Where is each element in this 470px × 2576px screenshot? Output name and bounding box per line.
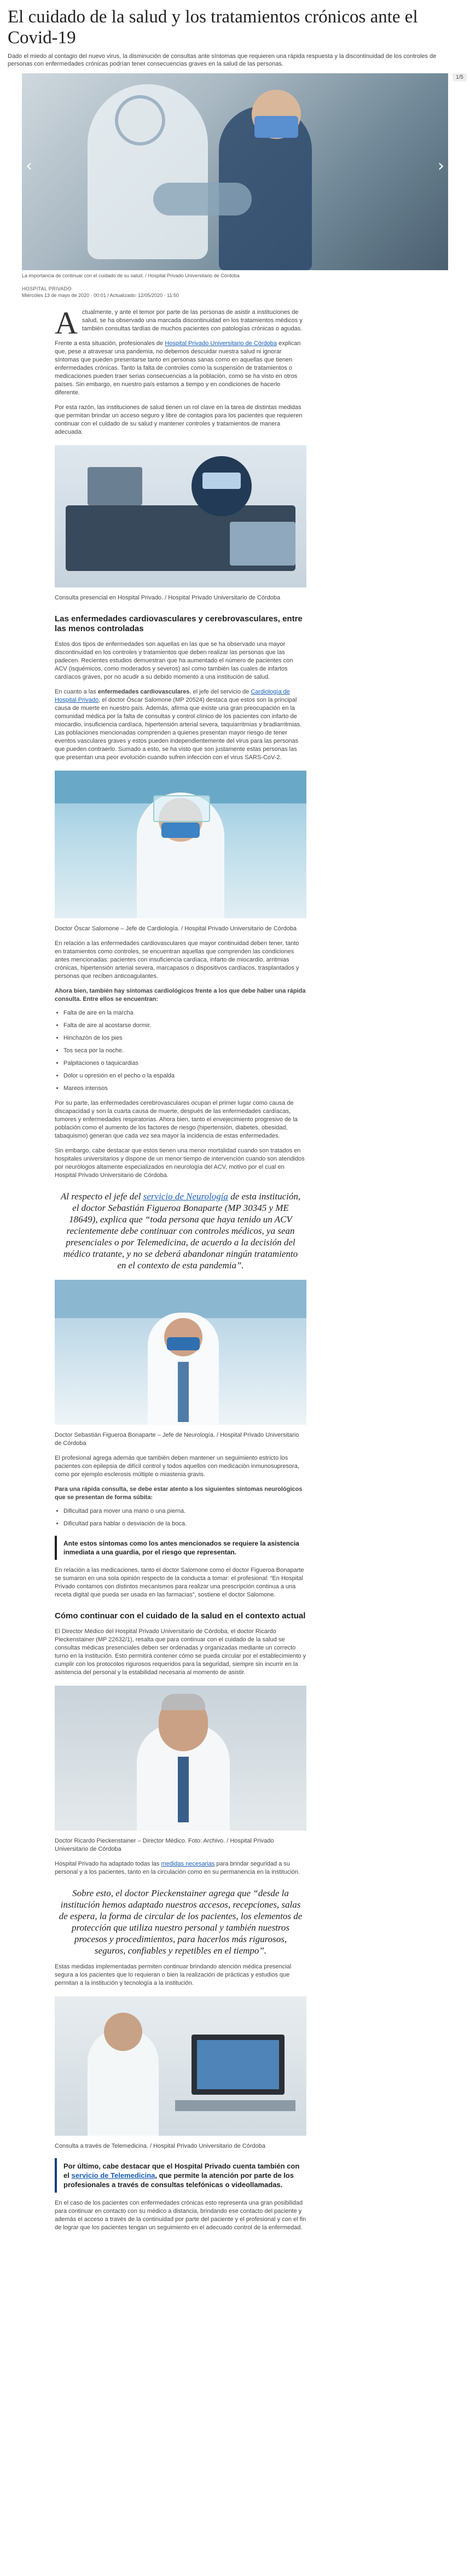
callout-box: Ante estos síntomas como los antes mencionados se requiere la asistencia inmediata a una guardia, por el riesgo que representan. [55, 1536, 306, 1560]
paragraph-text: para brindar seguridad a su personal y a los pacientes, tanto en la circulación como en su permanencia en la institución. [55, 1861, 300, 1875]
image-figure [230, 522, 295, 566]
paragraph [55, 340, 306, 397]
hero-image-figure [115, 95, 165, 145]
list-item: • Palpitaciones o taquicardias [63, 1059, 306, 1068]
paragraph-text: ctualmente, y ante el temor por parte de las personas de asistir a instituciones de salud, se ha observado una marcada discontinuidad en los tratamientos médicos y también consultas tardías de muchos pacientes con patologías crónicas o agudas. [82, 309, 303, 332]
symptom-list [55, 1009, 306, 1093]
paragraph [55, 305, 306, 341]
image-figure [153, 795, 210, 822]
list-item: • Tos seca por la noche. [63, 1047, 306, 1055]
article-image-telemedicine [55, 1996, 306, 2136]
measures-link[interactable]: medidas necesarias [161, 1861, 215, 1867]
callout-box [55, 2158, 306, 2193]
list-item: • Dolor u opresión en el pecho o la espalda [63, 1072, 306, 1080]
paragraph-text: Frente a esta situación, profesionales de [55, 340, 165, 347]
cardiology-link[interactable]: Cardiología de Hospital Privado [55, 689, 290, 703]
article-body [55, 305, 306, 2232]
image-figure [167, 1337, 200, 1350]
image-figure [197, 2040, 279, 2089]
paragraph: El profesional agrega además que también deben mantener un seguimiento estricto los pacientes con epilepsia de difícil control y todos aquellos con medicación inmunosupresora, como por ejemplo esclerosis múltiple o miastenia gravis. [55, 1455, 299, 1478]
paragraph [55, 987, 306, 1004]
pull-quote [55, 1191, 306, 1271]
paragraph: Por su parte, las enfermedades cerebrovasculares ocupan el primer lugar como causa de discapacidad y son la cuarta causa de muerte, después de las enfermedades cardíacas, tumores y enfermedades respiratorias. Ahora bien, tanto el envejecimiento progresivo de la población como el aumento de los factores de riesgo (hipertensión, diabetes, obesidad, tabaquismo) generan que cada vez sea mayor la incidencia de estas enfermedades. [55, 1100, 298, 1139]
paragraph-text: , el jefe del servicio de [189, 689, 251, 695]
article-image-neurology [55, 1280, 306, 1425]
image-figure [202, 473, 241, 489]
image-caption: Doctor Ricardo Pieckenstainer – Director Médico. Foto: Archivo. / Hospital Privado Universitario de Córdoba [55, 1838, 274, 1852]
paragraph: En el caso de los pacientes con enfermedades crónicas esto representa una gran posibilidad para continuar en contacto con su médico a distancia, brindando ese contacto del paciente y además el acceso a través de la continuidad por parte del paciente y el profesional y con el fin de lograr que los pacientes tengan un seguimiento en el adecuado control de la enfermedad. [55, 2200, 306, 2231]
article-image-director [55, 1686, 306, 1831]
article-dates: Miércoles 13 de mayo de 2020 · 00:01 / Actualizado: 12/05/2020 · 11:50 [22, 293, 179, 298]
carousel-next-icon[interactable]: › [438, 156, 444, 176]
list-item: • Dificultad para mover una mano o una pierna. [63, 1507, 306, 1516]
carousel-prev-icon[interactable]: ‹ [26, 156, 32, 176]
telemedicine-link[interactable]: servicio de Telemedicina [71, 2171, 155, 2179]
bold-text: enfermedades cardiovasculares [97, 689, 190, 695]
pull-quote: Sobre esto, el doctor Pieckenstainer agrega que “desde la institución hemos adaptado nuestros accesos, recepciones, salas de espera, la forma de circular de los pacientes, los elementos de protección que utiliza nuestro personal y también nuestros procesos y procedimientos, para hacerlos más rigurosos, seguros, confiables y repetibles en el tiempo”. [59, 1888, 303, 1956]
paragraph: Estas medidas implementadas permiten continuar brindando atención médica presencial segura a los pacientes que lo requieran o bien la realización de prácticas y estudios que permitan a la institución y tecnología a la institución. [55, 1963, 292, 1986]
section-heading: Cómo continuar con el cuidado de la salud en el contexto actual [55, 1611, 306, 1621]
article-author: HOSPITAL PRIVADO [22, 286, 72, 292]
article-image-cardiology [55, 771, 306, 918]
bold-text: Para una rápida consulta, se debe estar atento a los siguientes síntomas neurológicos que se presentan de forma súbita: [55, 1486, 303, 1501]
quote-text: Al respecto el jefe del [60, 1191, 143, 1202]
article-lead: Dado el miedo al contagio del nuevo virus, la disminución de consultas ante síntomas que requieren una rápida respuesta y la discontinuidad de los controles de personas con enfermedades crónicas podrían tener consecuencias graves en la salud de las personas. [8, 53, 437, 67]
carousel-counter: 1/5 [452, 73, 467, 81]
hospital-link[interactable]: Hospital Privado Universitario de Córdoba [165, 340, 277, 347]
hero-image-figure [153, 183, 252, 215]
list-item: • Hinchazón de los pies [63, 1034, 306, 1042]
paragraph [55, 1860, 306, 1876]
image-figure [104, 2013, 142, 2051]
paragraph: En relación a las medicaciones, tanto el doctor Salomone como el doctor Figueroa Bonaparte se sumaron en una sola opinión respecto de la conducta a tomar: el profesional: “En Hospital Privado contamos con distintos mecanismos para realizar una prescripción continua a una receta digital que pueda ser usada en las farmacias”, sostiene el doctor Salomone. [55, 1567, 304, 1598]
article-title: El cuidado de la salud y los tratamientos crónicos ante el Covid-19 [8, 7, 418, 48]
image-figure [178, 1362, 189, 1422]
hero-carousel[interactable] [22, 73, 448, 270]
paragraph: Estos dos tipos de enfermedades son aquellas en las que se ha observado una mayor discontinuidad en los controles y tratamientos que deben realizar las personas que las padecen. Recientes estudios demuestran que ha aumentado el número de pacientes con ACV (isquémicos, como moderados y severos) así como también las cuales de infartos cardíacos graves, por no acudir a su debido momento a una institución de salud. [55, 641, 293, 680]
callout-text: , que permite la atención por parte de los profesionales a través de consultas telefónicas o videollamadas. [63, 2171, 294, 2189]
image-caption: Consulta a través de Telemedicina. / Hospital Privado Universitario de Córdoba [55, 2143, 265, 2149]
image-figure [161, 823, 200, 838]
list-item: • Mareos intensos [63, 1085, 306, 1093]
article-image-consultation [55, 445, 306, 587]
paragraph: Por esta razón, las instituciones de salud tienen un rol clave en la tarea de distintas medidas que permitan brindar un acceso seguro y libre de contagios para los pacientes que requieren continuar con el cuidado de su salud y mantener controles y tratamientos de manera adecuada. [55, 404, 303, 435]
paragraph [55, 688, 306, 762]
paragraph: En relación a las enfermedades cardiovasculares que mayor continuidad deben tener, tanto en tratamientos como controles, se encuentran aquellas que comprenden las condiciones antes mencionadas: pacientes con insuficiencia cardíaca, infarto de miocardio, arritmias crónicas, hipertensión arterial severa, marcapasos o dispositivos cardíacos, trasplantados y personas que reciben anticoagulantes. [55, 940, 299, 980]
paragraph-text: explican que, pese a atravesar una pandemia, no debemos descuidar nuestra salud ni ignorar síntomas que pueden presentarse tanto en personas sanas como en aquellas que tienen enfermedades crónicas. Tanto la falta de controles como la suspensión de tratamientos o medicaciones pueden traer serias consecuencias a la población, como se ha visto en otros países. Sin embargo, en nuestro país estamos a tiempo y en condiciones de hacerlo diferente. [55, 340, 301, 396]
image-figure [175, 2100, 295, 2111]
list-item: • Falta de aire al acostarse dormir. [63, 1022, 306, 1030]
image-figure [88, 467, 142, 505]
image-figure [178, 1757, 189, 1822]
image-caption: Consulta presencial en Hospital Privado. / Hospital Privado Universitario de Córdoba [55, 595, 281, 601]
hero-caption: La importancia de continuar con el cuidado de su salud. / Hospital Privado Universitario de Córdoba [22, 273, 240, 278]
paragraph: El Director Médico del Hospital Privado Universitario de Córdoba, el doctor Ricardo Pieckenstainer (MP 22632/1), resalta que para continuar con el cuidado de la salud se consultas médicas presenciales deben ser ordenadas y organizadas mediante un correcto turno en la institución. Esto permitirá contener cómo se pueda circular por el establecimiento y cumplir con los protocolos rigurosos requeridos para la seguridad, siempre sin incurrir en la asistencia del personal y la estabilidad necesaria al momento de asistir. [55, 1628, 306, 1676]
quote-text: de esta institución, el doctor Sebastián Figueroa Bonaparte (MP 30345 y ME 18649), explica que “toda persona que haya tenido un ACV recientemente debe continuar con controles médicos, ya sean presenciales o por Telemedicina, de acuerdo a la decisión del médico tratante, y no se deberá abandonar ningún tratamiento en el contexto de esta pandemia”. [63, 1191, 301, 1270]
paragraph: Sin embargo, cabe destacar que estos tienen una menor mortalidad cuando son tratados en hospitales universitarios y dispone de un menor tiempo de intervención cuando son atendidos por neurólogos altamente especializados en neurología del ACV, motivo por el cual en Hospital Privado Universitario de Córdoba. [55, 1147, 305, 1179]
neurology-link[interactable]: servicio de Neurología [143, 1191, 228, 1202]
hero-image-figure [254, 116, 298, 138]
article-meta [22, 285, 448, 299]
paragraph [55, 1485, 306, 1502]
image-figure [161, 1694, 205, 1710]
paragraph-text: En cuanto a las [55, 689, 98, 695]
bold-text: Ahora bien, también hay síntomas cardiológicos frente a los que debe haber una rápida consulta. Entre ellos se encuentran: [55, 988, 306, 1003]
list-item: • Falta de aire en la marcha [63, 1009, 306, 1017]
image-caption: Doctor Sebastián Figueroa Bonaparte – Jefe de Neurología. / Hospital Privado Universitario de Córdoba [55, 1432, 299, 1447]
callout-text: Por último, cabe destacar que el Hospital Privado cuenta también con el [63, 2162, 300, 2179]
list-item: • Dificultad para hablar o desviación de la boca. [63, 1520, 306, 1528]
image-caption: Doctor Óscar Salomone – Jefe de Cardiología. / Hospital Privado Universitario de Córdoba [55, 925, 297, 932]
paragraph-text: , el doctor Óscar Salomone (MP 20524) destaca que estos son la principal causa de muerte en nuestro país. Además, afirma que existe una gran preocupación en la comunidad médica por la falta de consultas y control clínico de los pacientes con infarto de miocardio, insuficiencia cardíaca, hipertensión arterial severa, taquiarritmias y bradiarritmias. Las poblaciones mencionadas comprenden a quienes presentan mayor riesgo de tener eventos vasculares graves y estos pueden independientemente del virus para las personas que pueden contraerlo. Sumado a esto, se ha visto que son justamente estas personas las que presentan una peor evolución cuando sufren infección con el virus SARS-CoV-2. [55, 697, 302, 761]
dropcap: A [55, 305, 78, 341]
paragraph-text: Hospital Privado ha adaptado todas las [55, 1861, 161, 1867]
neuro-symptom-list [55, 1507, 306, 1528]
section-heading: Las enfermedades cardiovasculares y cerebrovasculares, entre las menos controladas [55, 614, 303, 633]
